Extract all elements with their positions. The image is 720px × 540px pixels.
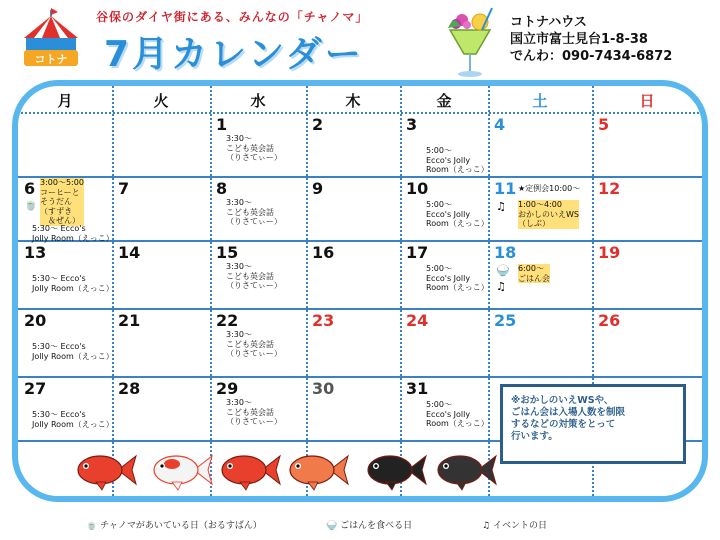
calendar-day-cell [18, 376, 112, 440]
day-number: 5 [598, 115, 610, 134]
goldfish-icon [150, 448, 214, 492]
calendar-day-cell [112, 240, 210, 308]
calendar-day-cell [400, 240, 488, 308]
day-number: 13 [24, 243, 47, 262]
weekday-header: 土 [532, 92, 548, 110]
address-block [510, 14, 672, 65]
legend-item-meal [326, 518, 412, 531]
calendar-day-cell [488, 308, 592, 376]
day-number: 7 [118, 179, 130, 198]
goldfish-icon [364, 448, 428, 492]
calendar-day-cell [210, 308, 306, 376]
day-number: 1 [216, 115, 228, 134]
day-number: 24 [406, 311, 429, 330]
event-note: 5:00～ Ecco's Jolly Room（えっこ） [426, 264, 489, 292]
event-note: 5:30～ Ecco's Jolly Room（えっこ） [32, 224, 114, 243]
highlighted-event: 6:00～ ごはん会 [518, 264, 550, 283]
event-note: 3:30～ こども英会話 （りさてぃー） [226, 398, 282, 426]
event-note: 5:30～ Ecco's Jolly Room（えっこ） [32, 274, 114, 293]
goldfish-icon [434, 448, 498, 492]
calendar-day-cell [112, 308, 210, 376]
day-number: 14 [118, 243, 141, 262]
day-number: 20 [24, 311, 47, 330]
day-number: 15 [216, 243, 239, 262]
day-number: 31 [406, 379, 429, 398]
tea-icon: 🍵 [86, 521, 98, 531]
calendar-day-cell [210, 240, 306, 308]
weekday-header: 月 [57, 92, 73, 110]
event-note: 5:30～ Ecco's Jolly Room（えっこ） [32, 342, 114, 361]
day-number: 18 [494, 243, 517, 262]
day-number: 27 [24, 379, 47, 398]
event-note: 5:00～ Ecco's Jolly Room（えっこ） [426, 200, 489, 228]
legend-label: チャノマがあいている日（おるすばん） [100, 521, 262, 531]
event-note: ★定例会10:00～ [518, 184, 581, 193]
notice-text: ※おかしのいえWSや、 ごはん会は入場人数を制限 するなどの対策をとって 行います。 [511, 395, 626, 442]
calendar-day-cell [18, 308, 112, 376]
day-number: 22 [216, 311, 239, 330]
calendar-day-cell [306, 376, 400, 440]
goldfish-icon [74, 448, 138, 492]
tropical-drink-icon [440, 6, 500, 80]
day-number: 8 [216, 179, 228, 198]
calendar-day-cell [112, 376, 210, 440]
highlighted-event: 3:00～5:00 コーヒーと そうだん （すずき ＆ぜん） [40, 178, 84, 225]
day-number: 19 [598, 243, 621, 262]
day-number: 21 [118, 311, 141, 330]
event-note: 3:30～ こども英会話 （りさてぃー） [226, 262, 282, 290]
shop-name: コトナハウス [510, 15, 587, 30]
day-number: 23 [312, 311, 335, 330]
tea-icon: 🍵 [24, 198, 38, 211]
calendar-day-cell [306, 176, 400, 240]
legend-item-event [482, 518, 547, 531]
calendar-day-cell [210, 176, 306, 240]
day-number: 28 [118, 379, 141, 398]
legend-label: イベントの日 [492, 521, 547, 531]
calendar-day-cell [400, 176, 488, 240]
goldfish-icon [286, 448, 350, 492]
calendar-day-cell [210, 112, 306, 176]
event-note: 5:00～ Ecco's Jolly Room（えっこ） [426, 400, 489, 428]
calendar-day-cell [18, 240, 112, 308]
calendar-day-cell [18, 176, 114, 243]
music-note-icon: ♫ [482, 521, 491, 531]
calendar-day-cell [488, 112, 592, 176]
weekday-header: 火 [153, 92, 169, 110]
shop-phone: でんわ：090-7434-6872 [510, 49, 673, 64]
legend-label: ごはんを食べる日 [340, 521, 413, 531]
day-number: 2 [312, 115, 324, 134]
calendar-day-cell [306, 112, 400, 176]
notice-box [500, 384, 686, 464]
day-number: 30 [312, 379, 335, 398]
goldfish-icon [218, 448, 282, 492]
calendar-day-cell [592, 112, 702, 176]
music-note-icon: ♫ [496, 280, 506, 293]
calendar-day-cell [592, 176, 702, 240]
page-title: 7月カレンダー [104, 34, 364, 75]
weekday-header: 木 [345, 92, 361, 110]
calendar-day-cell [400, 308, 488, 376]
day-number: 6 [24, 179, 36, 198]
weekday-header: 日 [639, 92, 655, 110]
legend-item-tea [86, 518, 262, 531]
rice-bowl-icon: 🍚 [496, 264, 510, 277]
calendar-day-cell [592, 308, 702, 376]
day-number: 29 [216, 379, 239, 398]
kotona-logo [20, 8, 82, 70]
calendar-day-cell [488, 176, 592, 240]
day-number: 3 [406, 115, 418, 134]
calendar-day-cell [400, 112, 488, 176]
day-number: 11 [494, 179, 517, 198]
calendar-day-cell [210, 376, 306, 440]
day-number: 10 [406, 179, 429, 198]
event-note: 3:30～ こども英会話 （りさてぃー） [226, 134, 282, 162]
day-number: 17 [406, 243, 429, 262]
logo-text: コトナ [34, 53, 68, 66]
day-number: 16 [312, 243, 335, 262]
day-number: 26 [598, 311, 621, 330]
highlighted-event: 1:00～4:00 おかしのいえWS （しぶ） [518, 200, 579, 228]
day-number: 25 [494, 311, 517, 330]
subtitle: 谷保のダイヤ街にある、みんなの「チャノマ」 [96, 10, 369, 24]
event-note: 3:30～ こども英会話 （りさてぃー） [226, 198, 282, 226]
calendar-day-cell [112, 176, 210, 240]
calendar-day-cell [488, 240, 592, 308]
rice-bowl-icon: 🍚 [326, 521, 338, 531]
event-note: 3:30～ こども英会話 （りさてぃー） [226, 330, 282, 358]
event-note: 5:00～ Ecco's Jolly Room（えっこ） [426, 146, 489, 174]
day-number: 12 [598, 179, 621, 198]
calendar-day-cell [306, 308, 400, 376]
weekday-header: 金 [436, 92, 452, 110]
calendar-day-cell [400, 376, 488, 440]
day-number: 4 [494, 115, 506, 134]
day-number: 9 [312, 179, 324, 198]
calendar-day-cell [306, 240, 400, 308]
event-note: 5:30～ Ecco's Jolly Room（えっこ） [32, 410, 114, 429]
music-note-icon: ♫ [496, 200, 506, 213]
weekday-header: 水 [250, 92, 266, 110]
calendar-day-cell [592, 240, 702, 308]
shop-address: 国立市富士見台1-8-38 [510, 32, 648, 47]
